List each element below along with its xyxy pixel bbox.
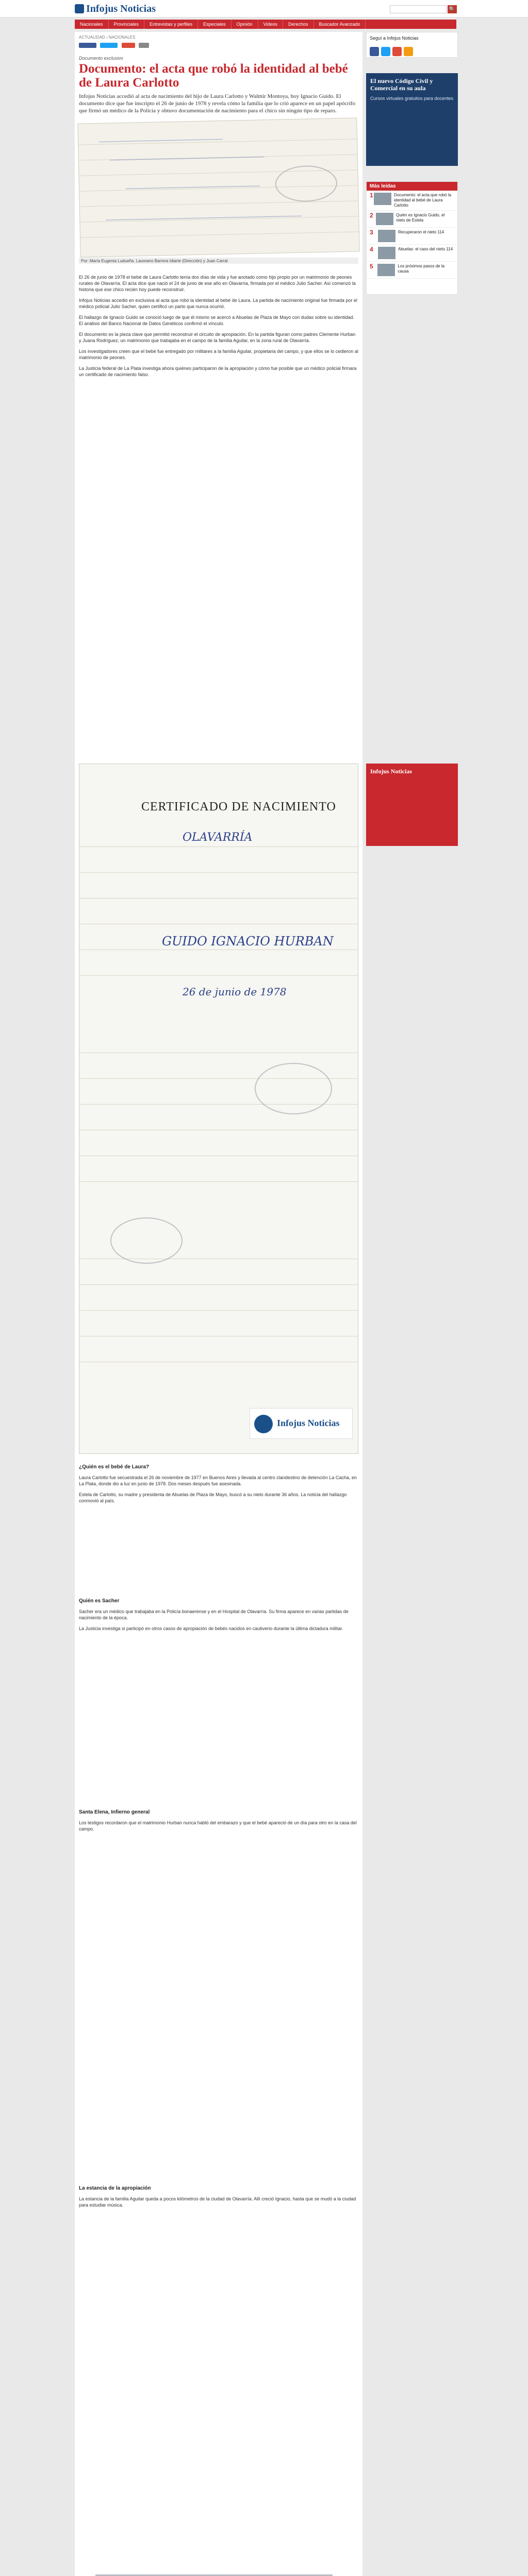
nav-item[interactable]: Provinciales xyxy=(109,20,145,29)
nav-item[interactable]: Nacionales xyxy=(75,20,109,29)
youtube-icon[interactable] xyxy=(392,47,402,56)
certificate-name: GUIDO IGNACIO HURBAN xyxy=(162,934,334,948)
email-share-button[interactable] xyxy=(139,43,149,48)
breadcrumb[interactable]: ACTUALIDAD › NACIONALES xyxy=(79,35,136,40)
sidebar xyxy=(366,32,458,2576)
paragraph: Laura Carlotto fue secuestrada el 26 de noviembre de 1977 en Buenos Aires y llevada al centro clandestino de detención La Cacha, en La Plata, donde dio a luz en junio de 1978. Dos meses después fue asesinada. xyxy=(79,1475,357,1486)
nav-item[interactable]: Videos xyxy=(258,20,283,29)
section-heading: ¿Quién es el bebé de Laura? xyxy=(79,1464,150,1470)
nav-item[interactable]: Entrevistas y perfiles xyxy=(144,20,198,29)
share-row xyxy=(79,42,358,48)
ranking-item[interactable]: 1 Documento: el acta que robó la identidad al bebé de Laura Carlotto xyxy=(367,191,457,211)
twitter-icon[interactable] xyxy=(381,47,390,56)
ranking-item[interactable]: 4 Abuelas: el caso del nieto 114 xyxy=(367,245,457,262)
section-heading: Quién es Sacher xyxy=(79,1598,120,1604)
paragraph: Sacher era un médico que trabajaba en la Policía bonaerense y en el Hospital de Olavarría. Su firma aparece en varias partidas de nacimiento de la época. xyxy=(79,1609,349,1620)
course-ad[interactable] xyxy=(366,73,458,166)
article-headline: Documento: el acta que robó la identidad al bebé de Laura Carlotto xyxy=(79,62,348,90)
article-column xyxy=(75,32,362,2576)
section-heading: Santa Elena, Infierno general xyxy=(79,1809,150,1815)
paragraph: El hallazgo de Ignacio Guido se conoció luego de que él mismo se acercó a Abuelas de Plaza de Mayo con dudas sobre su identidad. El análisis del Banco Nacional de Datos Genéticos confirmó el vínculo. xyxy=(79,315,354,326)
search-input[interactable] xyxy=(390,5,447,13)
twitter-share-button[interactable] xyxy=(100,43,118,48)
infojus-ad[interactable] xyxy=(366,764,458,846)
certificate-title: CERTIFICADO DE NACIMIENTO xyxy=(141,800,336,814)
certificate-place: OLAVARRÍA xyxy=(183,831,253,844)
watermark-text: Infojus Noticias xyxy=(277,1418,340,1428)
nav-item[interactable]: Especiales xyxy=(198,20,232,29)
ad-title: El nuevo Código Civil y Comercial en su aula xyxy=(370,77,433,92)
paragraph: El 26 de junio de 1978 el bebé de Laura Carlotto tenía dos días de vida y fue anotado como hijo propio por un matrimonio de peones rurales de Olavarría. El acta dice que nació el 24 de junio de ese año en Olavarría, firmada por el médico Julio Sacher. Así comenzó la historia que ese chico recién hoy puede reconstruir. xyxy=(79,275,356,292)
watermark-logo xyxy=(250,1408,353,1439)
rss-icon[interactable] xyxy=(404,47,413,56)
main-nav xyxy=(75,20,456,29)
paragraph: La Justicia investiga si participó en otros casos de apropiación de bebés nacidos en cautiverio durante la última dictadura militar. xyxy=(79,1626,343,1631)
paragraph: La estancia de la familia Aguilar queda a pocos kilómetros de la ciudad de Olavarría. Allí creció Ignacio, hasta que se mudó a la ciudad para estudiar música. xyxy=(79,2196,356,2208)
section-heading: La estancia de la apropiación xyxy=(79,2185,151,2191)
certificate-date: 26 de junio de 1978 xyxy=(183,986,287,998)
article-body-4 xyxy=(79,1820,358,1837)
ad-text: Cursos virtuales gratuitos para docentes xyxy=(370,96,454,101)
follow-label: Seguí a Infojus Noticias xyxy=(370,36,419,41)
paragraph: Estela de Carlotto, su madre y presidenta de Abuelas de Plaza de Mayo, buscó a su nieto durante 36 años. La noticia del hallazgo conmovió al país. xyxy=(79,1492,347,1503)
birth-certificate-image xyxy=(79,764,358,1454)
top-bar xyxy=(0,0,528,18)
site-name: Infojus Noticias xyxy=(86,3,156,14)
logo-icon xyxy=(254,1415,273,1433)
paragraph: Los testigos recordaron que el matrimonio Hurban nunca habló del embarazo y que el bebé apareció de un día para otro en la casa del campo. xyxy=(79,1820,357,1832)
article-body-1 xyxy=(79,274,358,382)
facebook-icon[interactable] xyxy=(370,47,379,56)
most-read-box xyxy=(366,181,458,295)
google-share-button[interactable] xyxy=(122,43,135,48)
paragraph: La Justicia federal de La Plata investiga ahora quiénes participaron de la apropiación y cómo fue posible que un médico policial firmara un certificado de nacimiento falso. xyxy=(79,366,357,377)
nav-item[interactable]: Derechos xyxy=(283,20,314,29)
most-read-heading: Más leídas xyxy=(367,182,457,191)
birth-record-image xyxy=(77,117,359,257)
ad-title: Infojus Noticias xyxy=(370,768,412,775)
site-logo[interactable] xyxy=(75,3,156,15)
paragraph: El documento es la pieza clave que permitió reconstruir el circuito de apropiación. En la partida figuran como padres Clemente Hurban y Juana Rodríguez, un matrimonio que trabajaba en el campo de la familia Aguilar, en la zona rural de Olavarría. xyxy=(79,332,356,343)
nav-item[interactable]: Opinión xyxy=(232,20,258,29)
nav-item[interactable]: Buscador Avanzado xyxy=(314,20,366,29)
paragraph: Los investigadores creen que el bebé fue entregado por militares a la familia Aguilar, propietaria del campo, y que ellos se lo cedieron al matrimonio de peones. xyxy=(79,349,358,360)
logo-icon xyxy=(75,4,84,13)
article-kicker: Documento exclusivo xyxy=(79,56,123,61)
search-button[interactable]: 🔍 xyxy=(448,5,457,13)
article-body-2 xyxy=(79,1475,358,1509)
article-body-3 xyxy=(79,1608,358,1636)
article-body-5 xyxy=(79,2196,358,2213)
ranking-item[interactable]: 3 Recuperaron el nieto 114 xyxy=(367,228,457,245)
image-caption: Por: María Eugenia Ludueña. Laureano Barrera Idiarte (Dirección) y Juan Carral xyxy=(79,258,358,264)
facebook-share-button[interactable] xyxy=(79,43,96,48)
ranking-item[interactable]: 5 Los próximos pasos de la causa xyxy=(367,262,457,279)
article-lead: Infojus Noticias accedió al acta de nacimiento del hijo de Laura Carlotto y Walmir Montoya, hoy Ignacio Guido. El documento dice que fue inscripto el 26 de junio de 1978 y revela cómo la familia que lo crió aparece en un papel apócrifo que firmó un médico de la Policía y obtuvo documentación de nacimiento para el chico sin ningún tipo de reparo. xyxy=(79,93,356,114)
paragraph: Infojus Noticias accedió en exclusiva al acta que robó la identidad al bebé de Laura. La partida de nacimiento original fue firmada por el médico policial Julio Sacher, quien certificó un parto que nunca ocurrió. xyxy=(79,298,357,309)
follow-box xyxy=(366,32,458,58)
ranking-item[interactable]: 2 Quién es Ignacio Guido, el nieto de Estela xyxy=(367,211,457,228)
